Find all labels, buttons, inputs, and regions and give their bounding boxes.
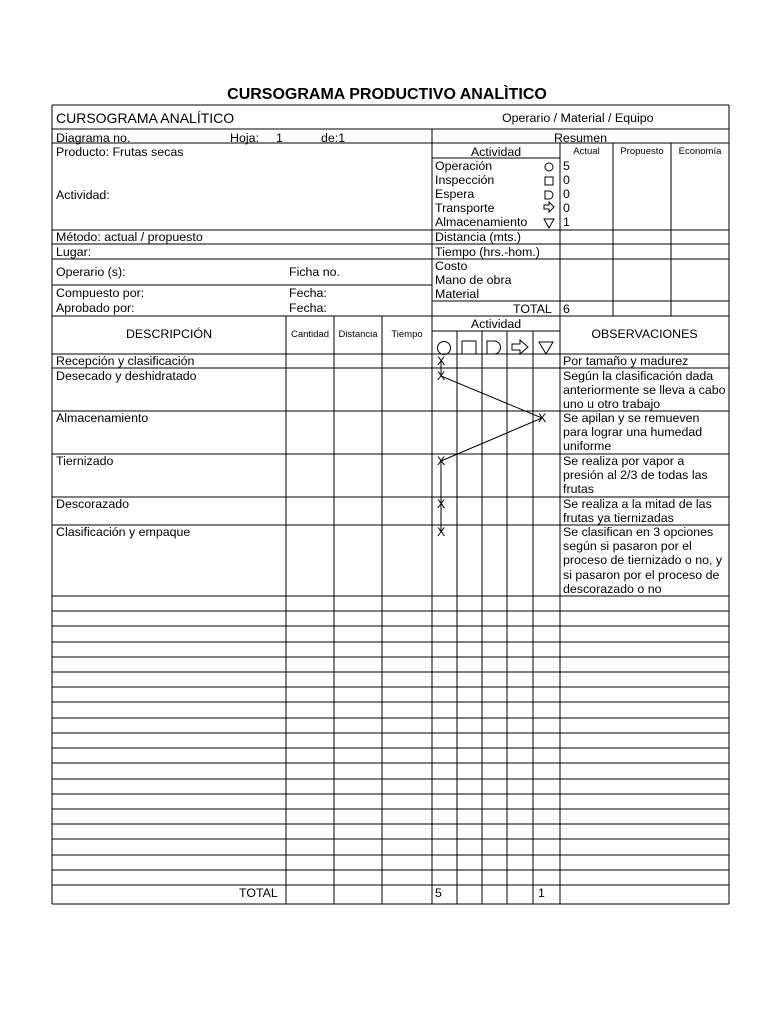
step-descripcion: Clasificación y empaque xyxy=(56,525,191,539)
resumen-material: Material xyxy=(435,287,480,301)
header-actividad: Actividad xyxy=(470,317,522,331)
operacion-icon xyxy=(545,163,553,171)
header-observaciones: OBSERVACIONES xyxy=(591,327,698,341)
inspeccion-icon xyxy=(462,341,476,354)
hoja-value: 1 xyxy=(276,131,283,145)
actual-inspeccion: 0 xyxy=(563,173,570,187)
resumen-total-label: TOTAL xyxy=(513,302,552,316)
step-observaciones: Se apilan y se remueven para lograr una humedad uniforme xyxy=(563,411,703,454)
metodo-field: Método: actual / propuesto xyxy=(56,230,203,244)
operacion-icon xyxy=(438,342,451,355)
activity-mark: X xyxy=(437,525,446,539)
activity-mark: X xyxy=(538,411,547,425)
resumen-actividad-header: Actividad xyxy=(470,145,522,159)
form-title: CURSOGRAMA ANALÍTICO xyxy=(56,110,235,126)
transporte-icon xyxy=(544,202,554,212)
form-subject: Operario / Material / Equipo xyxy=(502,111,654,125)
resumen-operacion: Operación xyxy=(435,159,493,173)
resumen-almacenamiento: Almacenamiento xyxy=(435,215,528,229)
step-descripcion: Tiernizado xyxy=(56,454,114,468)
actual-almacenamiento: 1 xyxy=(563,215,570,229)
step-descripcion: Desecado y deshidratado xyxy=(56,369,197,383)
header-tiempo: Tiempo xyxy=(391,329,423,340)
fecha-field-2: Fecha: xyxy=(289,301,327,315)
activity-mark: X xyxy=(437,354,446,368)
resumen-mano-obra: Mano de obra xyxy=(435,273,512,287)
lugar-field: Lugar: xyxy=(56,245,92,259)
producto-field: Producto: Frutas secas xyxy=(56,145,184,159)
activity-mark: X xyxy=(437,454,446,468)
header-distancia: Distancia xyxy=(338,329,378,340)
resumen-tiempo: Tiempo (hrs.-hom.) xyxy=(435,245,540,259)
step-observaciones: Según la clasificación dada anteriormente se lleva a cabo uno u otro trabajo xyxy=(563,369,726,412)
aprobado-field: Aprobado por: xyxy=(56,301,135,315)
step-observaciones: Por tamaño y madurez xyxy=(563,354,689,368)
footer-total-label: TOTAL xyxy=(239,886,278,900)
step-observaciones: Se clasifican en 3 opciones según si pasaron por el proceso de tiernizado o no, y si pasaron por el proceso de descorazado o no xyxy=(563,525,723,596)
compuesto-field: Compuesto por: xyxy=(56,286,145,300)
resumen-inspeccion: Inspección xyxy=(435,173,495,187)
espera-icon xyxy=(487,341,501,354)
hoja-label: Hoja: xyxy=(230,131,259,145)
espera-icon xyxy=(545,191,553,199)
resumen-title: Resumen xyxy=(553,131,608,145)
resumen-total-value: 6 xyxy=(563,302,570,316)
col-actual: Actual xyxy=(573,146,600,157)
step-observaciones: Se realiza a la mitad de las frutas ya tiernizadas xyxy=(563,497,712,526)
step-descripcion: Descorazado xyxy=(56,497,130,511)
activity-mark: X xyxy=(437,369,446,383)
footer-total-almacenamiento: 1 xyxy=(538,886,545,900)
footer-total-operacion: 5 xyxy=(435,886,442,900)
header-descripcion: DESCRIPCIÓN xyxy=(125,327,213,341)
ficha-field: Ficha no. xyxy=(289,265,340,279)
de-label: de:1 xyxy=(321,131,346,145)
resumen-transporte: Transporte xyxy=(435,201,495,215)
col-economia: Economía xyxy=(678,146,722,157)
step-descripcion: Recepción y clasificación xyxy=(56,354,195,368)
inspeccion-icon xyxy=(545,177,553,185)
header-cantidad: Cantidad xyxy=(290,329,330,340)
flow-connector-line xyxy=(441,361,542,532)
resumen-costo: Costo xyxy=(435,259,468,273)
activity-mark: X xyxy=(437,497,446,511)
actividad-field: Actividad: xyxy=(56,188,110,202)
resumen-distancia: Distancia (mts.) xyxy=(435,230,522,244)
almacenamiento-icon xyxy=(539,342,553,354)
almacenamiento-icon xyxy=(544,219,554,228)
actual-operacion: 5 xyxy=(563,159,570,173)
diagrama-label: Diagrama no. xyxy=(56,131,131,145)
actual-espera: 0 xyxy=(563,187,570,201)
actual-transporte: 0 xyxy=(563,201,570,215)
operario-field: Operario (s): xyxy=(56,265,126,279)
fecha-field-1: Fecha: xyxy=(289,286,327,300)
step-descripcion: Almacenamiento xyxy=(56,411,149,425)
step-observaciones: Se realiza por vapor a presión al 2/3 de todas las frutas xyxy=(563,454,708,497)
col-propuesto: Propuesto xyxy=(620,146,664,157)
document-title: CURSOGRAMA PRODUCTIVO ANALÌTICO xyxy=(227,86,547,103)
resumen-espera: Espera xyxy=(435,187,475,201)
transporte-icon xyxy=(512,340,528,354)
